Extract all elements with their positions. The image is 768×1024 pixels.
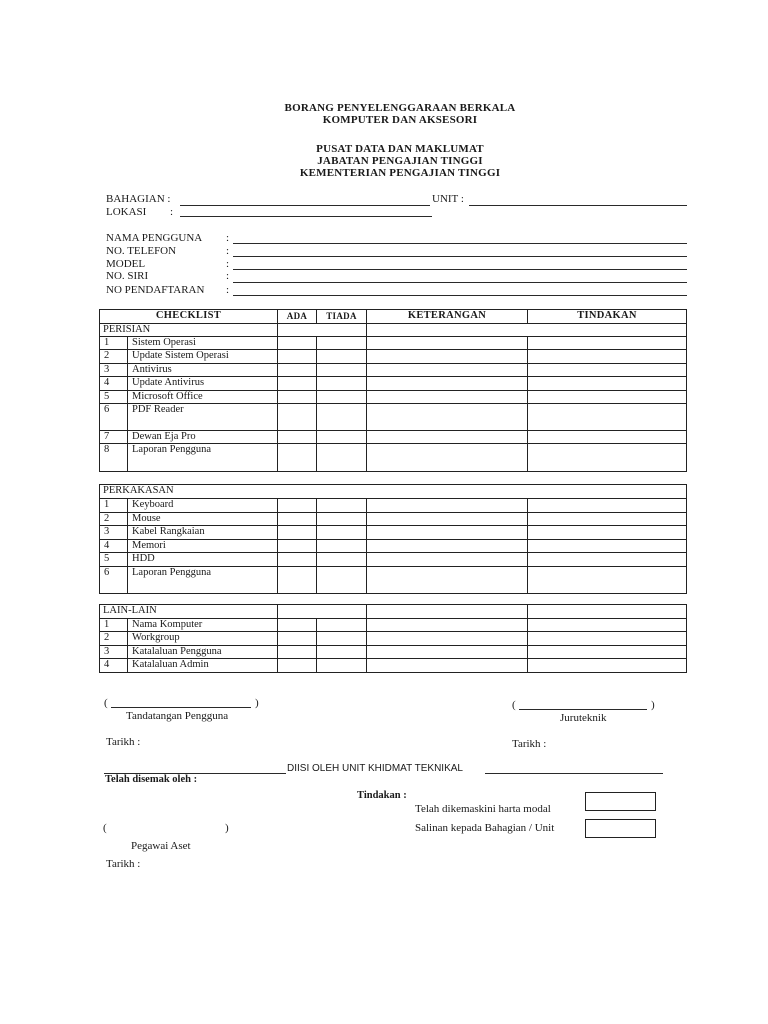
ada-cell[interactable] bbox=[277, 646, 316, 658]
user-signature-label: Tandatangan Pengguna bbox=[126, 710, 229, 722]
tindakan-cell[interactable] bbox=[527, 619, 686, 631]
row-item: Kabel Rangkaian bbox=[127, 526, 277, 539]
row-number: 5 bbox=[104, 553, 110, 564]
ada-cell[interactable] bbox=[277, 499, 316, 512]
section-cell-empty bbox=[277, 324, 366, 336]
keterangan-cell[interactable] bbox=[366, 404, 527, 430]
action-option-label-1: Telah dikemaskini harta modal bbox=[415, 803, 551, 815]
org-line2: JABATAN PENGAJIAN TINGGI bbox=[317, 155, 483, 167]
section-cell-empty bbox=[527, 605, 686, 618]
keterangan-cell[interactable] bbox=[366, 364, 527, 376]
row-number: 3 bbox=[104, 364, 110, 375]
ada-cell[interactable] bbox=[277, 540, 316, 552]
row-item: Memori bbox=[127, 540, 277, 552]
keterangan-cell[interactable] bbox=[366, 540, 527, 552]
ada-cell[interactable] bbox=[277, 391, 316, 403]
row-item: Dewan Eja Pro bbox=[127, 431, 277, 443]
tiada-cell[interactable] bbox=[316, 526, 366, 539]
org-line3: KEMENTERIAN PENGAJIAN TINGGI bbox=[299, 167, 501, 179]
table-row bbox=[100, 526, 686, 540]
tech-sign-close-paren: ) bbox=[651, 699, 655, 711]
model-colon: : bbox=[226, 258, 230, 270]
tindakan-cell[interactable] bbox=[527, 513, 686, 525]
row-item: Update Sistem Operasi bbox=[127, 350, 277, 363]
row-number: 4 bbox=[104, 659, 110, 670]
form-title-line1: BORANG PENYELENGGARAAN BERKALA bbox=[284, 102, 516, 114]
keterangan-cell[interactable] bbox=[366, 337, 527, 349]
asset-officer-label: Pegawai Aset bbox=[131, 840, 191, 852]
row-item: Microsoft Office bbox=[127, 391, 277, 403]
divider-line-right bbox=[485, 773, 663, 774]
checklist-table-lain-lain bbox=[99, 604, 687, 673]
user-sign-close-paren: ) bbox=[255, 697, 259, 709]
ada-cell[interactable] bbox=[277, 659, 316, 672]
tindakan-cell[interactable] bbox=[527, 659, 686, 672]
lokasi-field[interactable] bbox=[180, 216, 432, 217]
user-signature-field[interactable] bbox=[111, 707, 251, 708]
row-number: 2 bbox=[104, 632, 110, 643]
tiada-cell[interactable] bbox=[316, 364, 366, 376]
tiada-cell[interactable] bbox=[316, 377, 366, 390]
row-number: 7 bbox=[104, 431, 110, 442]
section-cell-empty bbox=[277, 605, 366, 618]
keterangan-cell[interactable] bbox=[366, 567, 527, 593]
bahagian-label: BAHAGIAN : bbox=[106, 193, 171, 205]
table-row bbox=[100, 337, 686, 350]
tindakan-cell[interactable] bbox=[527, 364, 686, 376]
keterangan-cell[interactable] bbox=[366, 513, 527, 525]
tindakan-cell[interactable] bbox=[527, 499, 686, 512]
ada-cell[interactable] bbox=[277, 526, 316, 539]
tiada-cell[interactable] bbox=[316, 646, 366, 658]
no-telefon-label: NO. TELEFON bbox=[106, 245, 177, 257]
ada-cell[interactable] bbox=[277, 364, 316, 376]
keterangan-cell[interactable] bbox=[366, 619, 527, 631]
keterangan-cell[interactable] bbox=[366, 553, 527, 566]
table-row bbox=[100, 364, 686, 377]
section-header-row bbox=[100, 605, 686, 619]
tiada-cell[interactable] bbox=[316, 513, 366, 525]
keterangan-cell[interactable] bbox=[366, 444, 527, 471]
org-line1: PUSAT DATA DAN MAKLUMAT bbox=[316, 143, 484, 155]
col-header-tiada: TIADA bbox=[316, 310, 366, 323]
table-row bbox=[100, 632, 686, 646]
unit-label: UNIT : bbox=[432, 193, 464, 205]
section-cell-empty bbox=[366, 324, 527, 336]
row-number: 3 bbox=[104, 526, 110, 537]
row-number: 4 bbox=[104, 540, 110, 551]
action-label: Tindakan : bbox=[357, 790, 407, 801]
tiada-cell[interactable] bbox=[316, 431, 366, 443]
row-number: 4 bbox=[104, 377, 110, 388]
ada-cell[interactable] bbox=[277, 431, 316, 443]
row-number: 5 bbox=[104, 391, 110, 402]
user-sign-open-paren: ( bbox=[104, 697, 108, 709]
row-item: PDF Reader bbox=[127, 404, 277, 430]
ada-cell[interactable] bbox=[277, 444, 316, 471]
tiada-cell[interactable] bbox=[316, 350, 366, 363]
lokasi-colon: : bbox=[170, 206, 174, 218]
table-row bbox=[100, 659, 686, 672]
row-number: 2 bbox=[104, 350, 110, 361]
officer-sign-open-paren: ( bbox=[103, 822, 107, 834]
technician-date-label: Tarikh : bbox=[512, 738, 547, 750]
tiada-cell[interactable] bbox=[316, 404, 366, 430]
model-field[interactable] bbox=[233, 269, 687, 270]
tindakan-cell[interactable] bbox=[527, 567, 686, 593]
section-header-row bbox=[100, 324, 686, 337]
tindakan-cell[interactable] bbox=[527, 553, 686, 566]
col-header-checklist: CHECKLIST bbox=[155, 310, 222, 321]
row-number: 1 bbox=[104, 619, 110, 630]
tindakan-cell[interactable] bbox=[527, 404, 686, 430]
table-row bbox=[100, 513, 686, 526]
nama-pengguna-colon: : bbox=[226, 232, 230, 244]
nama-pengguna-field[interactable] bbox=[233, 243, 687, 244]
row-item: Keyboard bbox=[127, 499, 277, 512]
section-header-row bbox=[100, 485, 686, 499]
officer-date-label: Tarikh : bbox=[106, 858, 141, 870]
officer-sign-close-paren: ) bbox=[225, 822, 229, 834]
row-number: 2 bbox=[104, 513, 110, 524]
keterangan-cell[interactable] bbox=[366, 526, 527, 539]
ada-cell[interactable] bbox=[277, 553, 316, 566]
tiada-cell[interactable] bbox=[316, 499, 366, 512]
col-header-ada: ADA bbox=[277, 310, 316, 323]
tiada-cell[interactable] bbox=[316, 659, 366, 672]
table-row bbox=[100, 404, 686, 431]
section-cell-empty bbox=[366, 605, 527, 618]
row-number: 6 bbox=[104, 567, 110, 578]
tindakan-cell[interactable] bbox=[527, 444, 686, 471]
tech-sign-open-paren: ( bbox=[512, 699, 516, 711]
no-siri-field[interactable] bbox=[233, 282, 687, 283]
tindakan-cell[interactable] bbox=[527, 431, 686, 443]
table-row bbox=[100, 553, 686, 567]
section-cell-empty bbox=[527, 324, 686, 336]
unit-field[interactable] bbox=[469, 205, 687, 206]
keterangan-cell[interactable] bbox=[366, 350, 527, 363]
row-item: Antivirus bbox=[127, 364, 277, 376]
technician-label: Juruteknik bbox=[560, 712, 607, 724]
keterangan-cell[interactable] bbox=[366, 391, 527, 403]
nama-pengguna-label: NAMA PENGGUNA bbox=[106, 232, 203, 244]
section-label-lain-lain: LAIN-LAIN bbox=[103, 605, 157, 616]
checked-by-label: Telah disemak oleh : bbox=[105, 774, 198, 785]
action-checkbox-salinan[interactable] bbox=[585, 819, 656, 838]
keterangan-cell[interactable] bbox=[366, 377, 527, 390]
bahagian-field[interactable] bbox=[180, 205, 430, 206]
technician-signature-field[interactable] bbox=[519, 709, 647, 710]
section-label-perkakasan: PERKAKASAN bbox=[103, 485, 174, 496]
tindakan-cell[interactable] bbox=[527, 540, 686, 552]
row-item: Katalaluan Pengguna bbox=[127, 646, 277, 658]
tiada-cell[interactable] bbox=[316, 632, 366, 645]
row-number: 6 bbox=[104, 404, 110, 415]
table-row bbox=[100, 350, 686, 364]
row-item: Katalaluan Admin bbox=[127, 659, 277, 672]
row-number: 1 bbox=[104, 337, 110, 348]
ada-cell[interactable] bbox=[277, 337, 316, 349]
ada-cell[interactable] bbox=[277, 350, 316, 363]
table-row bbox=[100, 391, 686, 404]
tindakan-cell[interactable] bbox=[527, 377, 686, 390]
ada-cell[interactable] bbox=[277, 377, 316, 390]
tindakan-cell[interactable] bbox=[527, 350, 686, 363]
ada-cell[interactable] bbox=[277, 404, 316, 430]
user-date-label: Tarikh : bbox=[106, 736, 141, 748]
tiada-cell[interactable] bbox=[316, 540, 366, 552]
tiada-cell[interactable] bbox=[316, 337, 366, 349]
col-header-tindakan: TINDAKAN bbox=[527, 310, 686, 323]
model-label: MODEL bbox=[106, 258, 146, 270]
tindakan-cell[interactable] bbox=[527, 337, 686, 349]
table-row bbox=[100, 619, 686, 632]
table-row bbox=[100, 377, 686, 391]
no-telefon-field[interactable] bbox=[233, 256, 687, 257]
ada-cell[interactable] bbox=[277, 619, 316, 631]
row-item: Laporan Pengguna bbox=[127, 444, 277, 471]
tindakan-cell[interactable] bbox=[527, 391, 686, 403]
keterangan-cell[interactable] bbox=[366, 499, 527, 512]
no-siri-label: NO. SIRI bbox=[106, 270, 149, 282]
tiada-cell[interactable] bbox=[316, 619, 366, 631]
action-checkbox-harta-modal[interactable] bbox=[585, 792, 656, 811]
row-item: Nama Komputer bbox=[127, 619, 277, 631]
row-item: Workgroup bbox=[127, 632, 277, 645]
section-label-perisian: PERISIAN bbox=[103, 324, 151, 335]
table-header-row bbox=[100, 310, 686, 324]
no-pendaftaran-label: NO PENDAFTARAN bbox=[106, 284, 205, 296]
checklist-table-perkakasan bbox=[99, 484, 687, 594]
no-pendaftaran-colon: : bbox=[226, 284, 230, 296]
tiada-cell[interactable] bbox=[316, 553, 366, 566]
col-header-keterangan: KETERANGAN bbox=[366, 310, 527, 323]
tindakan-cell[interactable] bbox=[527, 632, 686, 645]
ada-cell[interactable] bbox=[277, 567, 316, 593]
table-row bbox=[100, 540, 686, 553]
tindakan-cell[interactable] bbox=[527, 526, 686, 539]
row-item: Sistem Operasi bbox=[127, 337, 277, 349]
keterangan-cell[interactable] bbox=[366, 646, 527, 658]
keterangan-cell[interactable] bbox=[366, 632, 527, 645]
row-item: Mouse bbox=[127, 513, 277, 525]
table-row bbox=[100, 444, 686, 471]
checklist-table-perisian bbox=[99, 309, 687, 472]
row-number: 8 bbox=[104, 444, 110, 455]
technical-section-divider-label: DIISI OLEH UNIT KHIDMAT TEKNIKAL bbox=[287, 763, 463, 774]
row-item: Laporan Pengguna bbox=[127, 567, 277, 593]
tiada-cell[interactable] bbox=[316, 444, 366, 471]
asset-officer-signature-field[interactable] bbox=[110, 822, 225, 834]
table-row bbox=[100, 567, 686, 593]
tiada-cell[interactable] bbox=[316, 567, 366, 593]
ada-cell[interactable] bbox=[277, 632, 316, 645]
row-item: HDD bbox=[127, 553, 277, 566]
tiada-cell[interactable] bbox=[316, 391, 366, 403]
tindakan-cell[interactable] bbox=[527, 646, 686, 658]
table-row bbox=[100, 431, 686, 444]
form-title-line2: KOMPUTER DAN AKSESORI bbox=[322, 114, 478, 126]
table-row bbox=[100, 646, 686, 659]
table-row bbox=[100, 499, 686, 513]
ada-cell[interactable] bbox=[277, 513, 316, 525]
row-number: 1 bbox=[104, 499, 110, 510]
row-number: 3 bbox=[104, 646, 110, 657]
no-pendaftaran-field[interactable] bbox=[233, 295, 687, 296]
keterangan-cell[interactable] bbox=[366, 659, 527, 672]
keterangan-cell[interactable] bbox=[366, 431, 527, 443]
row-item: Update Antivirus bbox=[127, 377, 277, 390]
no-siri-colon: : bbox=[226, 270, 230, 282]
no-telefon-colon: : bbox=[226, 245, 230, 257]
action-option-label-2: Salinan kepada Bahagian / Unit bbox=[415, 822, 555, 834]
lokasi-label: LOKASI bbox=[106, 206, 147, 218]
